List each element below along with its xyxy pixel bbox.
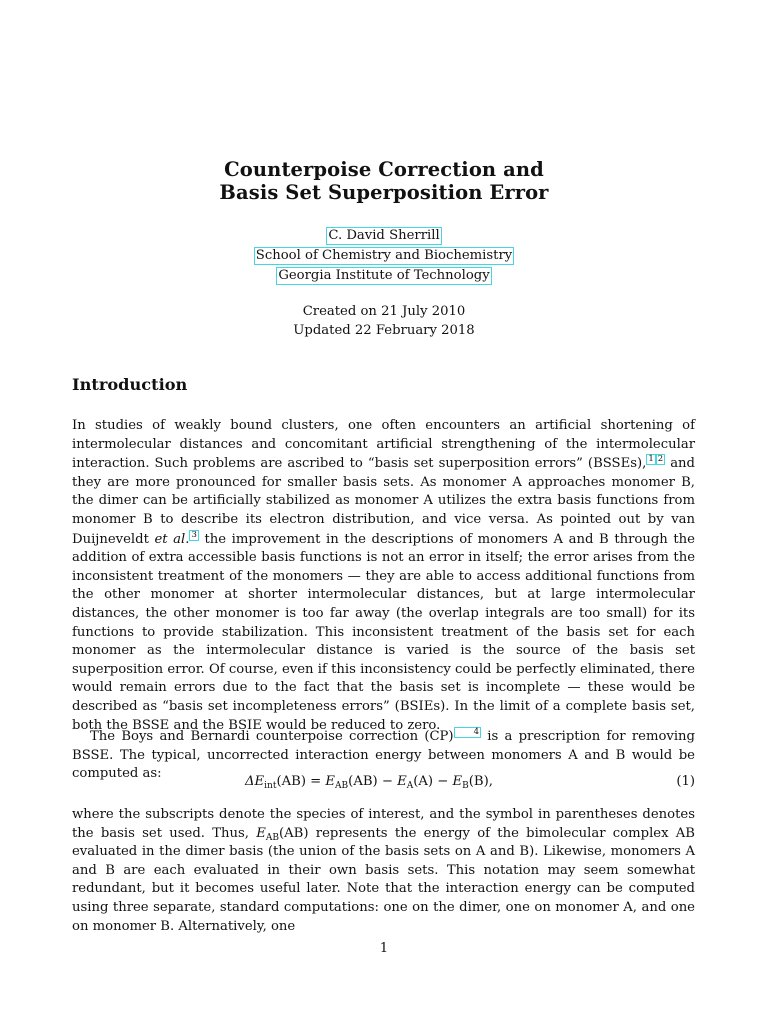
eq-term-1: E — [325, 774, 336, 789]
paragraph-3-text-b: (AB) represents the energy of the bimolecular complex AB evaluated in the dimer basis (the union of the basis sets on A and B). Likewise, monomers A and B are each evaluated in their own basis sets. This notation may seem somewhat redundant, but it becomes useful later. Note that the interaction energy can be computed using three separate, standard computations: one on the dimer, one on monomer A, and one on monomer B. Alternatively, one — [72, 825, 695, 934]
paper-title — [0, 158, 768, 204]
citation-link-1[interactable]: 1 — [648, 454, 654, 465]
eq-term-3-arg: (B), — [468, 774, 493, 789]
citation-link-3[interactable]: 3 — [191, 529, 197, 540]
eq-term-2-arg: (A) − — [413, 774, 453, 789]
equation-body — [245, 773, 493, 791]
paragraph-3-text-a: where the subscripts denote the species of interest, and the symbol in parentheses denotes the basis set used. Thus, — [72, 807, 695, 841]
updated-date: Updated 22 February 2018 — [293, 323, 475, 338]
author-block — [0, 226, 768, 286]
eq-term-2-sub: A — [406, 781, 414, 791]
citation-link-2[interactable]: 2 — [657, 454, 664, 465]
citation-link-4[interactable]: 4 — [454, 727, 481, 738]
section-heading-introduction: Introduction — [72, 375, 188, 394]
paragraph-2-text-a: The Boys and Bernardi counterpoise correction (CP) — [90, 729, 454, 744]
page-number: 1 — [379, 941, 389, 956]
department-link[interactable]: School of Chemistry and Biochemistry — [255, 248, 513, 263]
paragraph-3-energy-sub: AB — [265, 832, 280, 843]
date-block — [0, 302, 768, 340]
eq-term-1-arg: (AB) − — [348, 774, 398, 789]
paragraph-3 — [72, 806, 695, 936]
created-date: Created on 21 July 2010 — [302, 304, 466, 319]
paragraph-2-text-b: is a prescription for removing BSSE. The typical, uncorrected interaction energy between monomers A and B would be computed as: — [72, 729, 695, 782]
equation-number: (1) — [676, 774, 695, 789]
eq-term-3-sub: B — [462, 781, 469, 791]
eq-lhs: ΔE — [245, 774, 265, 789]
paragraph-1-text-a: In studies of weakly bound clusters, one often encounters an artificial shortening of intermolecular distances and concomitant artificial strengthening of the intermolecular interaction. Such problems are ascribed to “basis set superposition errors” (BSSEs), — [72, 418, 695, 472]
author-name-link[interactable]: C. David Sherrill — [328, 228, 440, 243]
title-line-2: Basis Set Superposition Error — [219, 181, 549, 204]
paragraph-3-energy-symbol: E — [256, 825, 266, 841]
eq-term-3: E — [452, 774, 463, 789]
eq-lhs-sub: int — [264, 781, 277, 791]
paragraph-1-text-b: and they are more pronounced for smaller basis sets. As monomer A approaches monomer B, the dimer can be artificially stabilized as monomer A utilizes the extra basis functions from monomer B to describe its electron distribution, and vice versa. As pointed out by van Duijneveldt — [72, 456, 695, 547]
eq-term-2: E — [397, 774, 407, 789]
eq-term-1-sub: AB — [335, 781, 349, 791]
paragraph-1-text-c: the improvement in the descriptions of monomers A and B through the addition of extra accessible basis functions is not an error in itself; the error arises from the inconsistent treatment of the monomers — they are able to access additional functions from the other monomer at shorter intermolecular distances, but at large intermolecular distances, the other monomer is too far away (the overlap integrals are too small) for its functions to provide stabilization. This inconsistent treatment of the basis set for each monomer as the intermolecular distance is varied is the source of the basis set superposition error. Of course, even if this inconsistency could be perfectly eliminated, there would remain errors due to the fact that the basis set is incomplete — these would be described as “basis set incompleteness errors” (BSIEs). In the limit of a complete basis set, both the BSSE and the BSIE would be reduced to zero. — [72, 531, 695, 733]
institution-link[interactable]: Georgia Institute of Technology — [278, 268, 490, 283]
et-al-text: et al. — [154, 531, 190, 547]
title-line-1: Counterpoise Correction and — [224, 158, 544, 181]
paragraph-1 — [72, 417, 695, 735]
eq-lhs-arg: (AB) = — [276, 774, 326, 789]
